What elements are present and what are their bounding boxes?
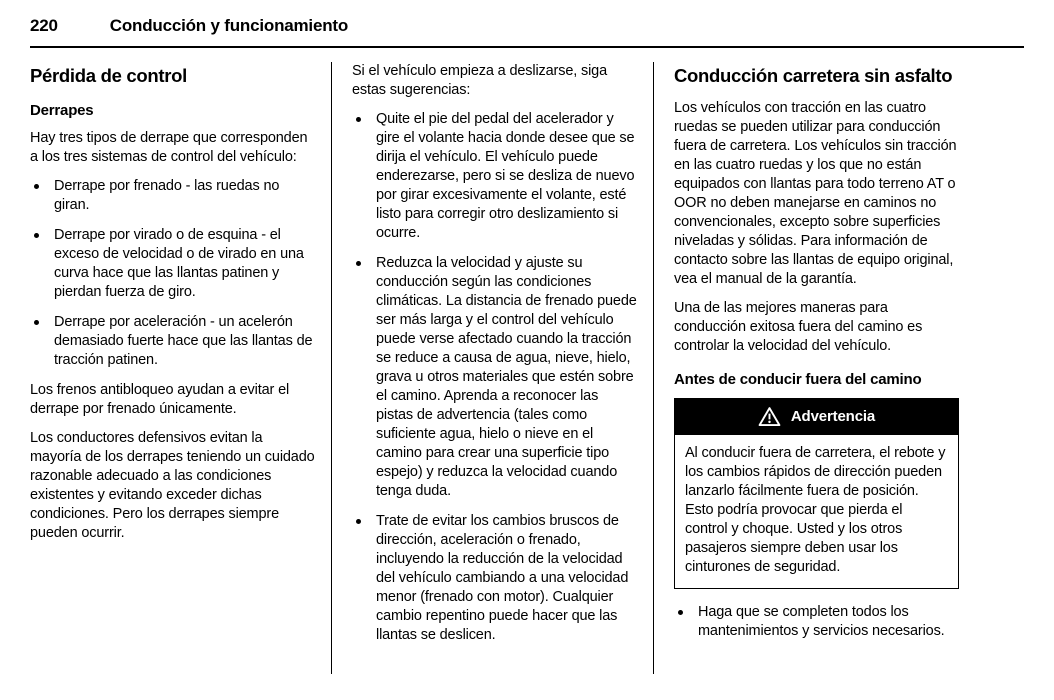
- column-3: [653, 62, 975, 674]
- list-item: Derrape por aceleración - un acelerón demasiado fuerte hace que las llantas de tracción patinen.: [30, 313, 315, 370]
- paragraph: Los vehículos con tracción en las cuatro ruedas se pueden utilizar para conducción fuera de carretera. Los vehículos sin tracción en las cuatro ruedas y los que no están equipados con llantas para todo terreno AT o OOR no deben manejarse en caminos no convencionales, excepto sobre superficies niveladas y sólidas. Para información de contacto sobre las llantas de equipo original, vea el manual de la garantía.: [674, 100, 957, 287]
- list-item: Derrape por frenado - las ruedas no giran.: [30, 177, 315, 215]
- list-item: Haga que se completen todos los mantenimientos y servicios necesarios.: [674, 603, 959, 641]
- warning-box-header: [674, 398, 959, 435]
- warning-triangle-icon: [758, 406, 781, 427]
- column-1: [30, 62, 331, 674]
- list-item: Trate de evitar los cambios bruscos de dirección, aceleración o frenado, incluyendo la reducción de la velocidad del vehículo cambiando a una velocidad menor (frenado con motor). Cualquier cambio repentino puede hacer que las llantas se deslicen.: [352, 512, 637, 645]
- subsection-heading: Derrapes: [30, 102, 94, 119]
- warning-label: Advertencia: [790, 408, 876, 425]
- page-header: [30, 16, 1024, 48]
- paragraph: Los conductores defensivos evitan la mayoría de los derrapes teniendo un cuidado razonable adecuado a las condiciones existentes y evitando exceder dichas condiciones. Pero los derrapes siempre pueden ocurrir.: [30, 430, 315, 541]
- list-item: Reduzca la velocidad y ajuste su conducción según las condiciones climáticas. La distancia de frenado puede ser más larga y el control del vehículo puede verse afectado cuando la tracción se reduce a causa de agua, nieve, hielo, grava u otros materiales que estén sobre el camino. Aprenda a reconocer las pistas de advertencia (tales como suficiente agua, hielo o nieve en el camino para crear una superficie tipo espejo) y reduzca la velocidad cuando tenga duda.: [352, 254, 637, 501]
- list-item: Derrape por virado o de esquina - el exceso de velocidad o de virado en una curva hace que las llantas patinen y pierdan fuerza de giro.: [30, 226, 315, 302]
- bullet-list: [30, 177, 315, 370]
- subsection-heading: Antes de conducir fuera del camino: [674, 371, 922, 388]
- paragraph: Hay tres tipos de derrape que corresponden a los tres sistemas de control del vehículo:: [30, 130, 308, 165]
- warning-box: [674, 398, 959, 589]
- bullet-list: [352, 110, 637, 645]
- section-heading: Conducción carretera sin asfalto: [674, 65, 953, 86]
- paragraph: Una de las mejores maneras para conducción exitosa fuera del camino es controlar la velocidad del vehículo.: [674, 300, 923, 354]
- page-number: 220: [30, 16, 58, 35]
- paragraph: Si el vehículo empieza a deslizarse, siga estas sugerencias:: [352, 63, 607, 98]
- paragraph: Los frenos antibloqueo ayudan a evitar el derrape por frenado únicamente.: [30, 382, 290, 417]
- column-2: [331, 62, 653, 674]
- list-item: Quite el pie del pedal del acelerador y gire el volante hacia donde desee que se dirija el vehículo. El vehículo puede enderezarse, pero si se desliza de nuevo por girar excesivamente el volante, esté listo para corregir otro deslizamiento si ocurre.: [352, 110, 637, 243]
- content-columns: [30, 62, 1024, 674]
- section-heading: Pérdida de control: [30, 65, 188, 86]
- warning-text: Al conducir fuera de carretera, el rebote y los cambios rápidos de dirección pueden lanzarlo fácilmente fuera de posición. Esto podría provocar que pierda el control y choque. Usted y los otros pasajeros siempre deben usar los cinturones de seguridad.: [674, 435, 959, 589]
- bullet-list: [674, 603, 959, 641]
- chapter-title: Conducción y funcionamiento: [109, 16, 349, 35]
